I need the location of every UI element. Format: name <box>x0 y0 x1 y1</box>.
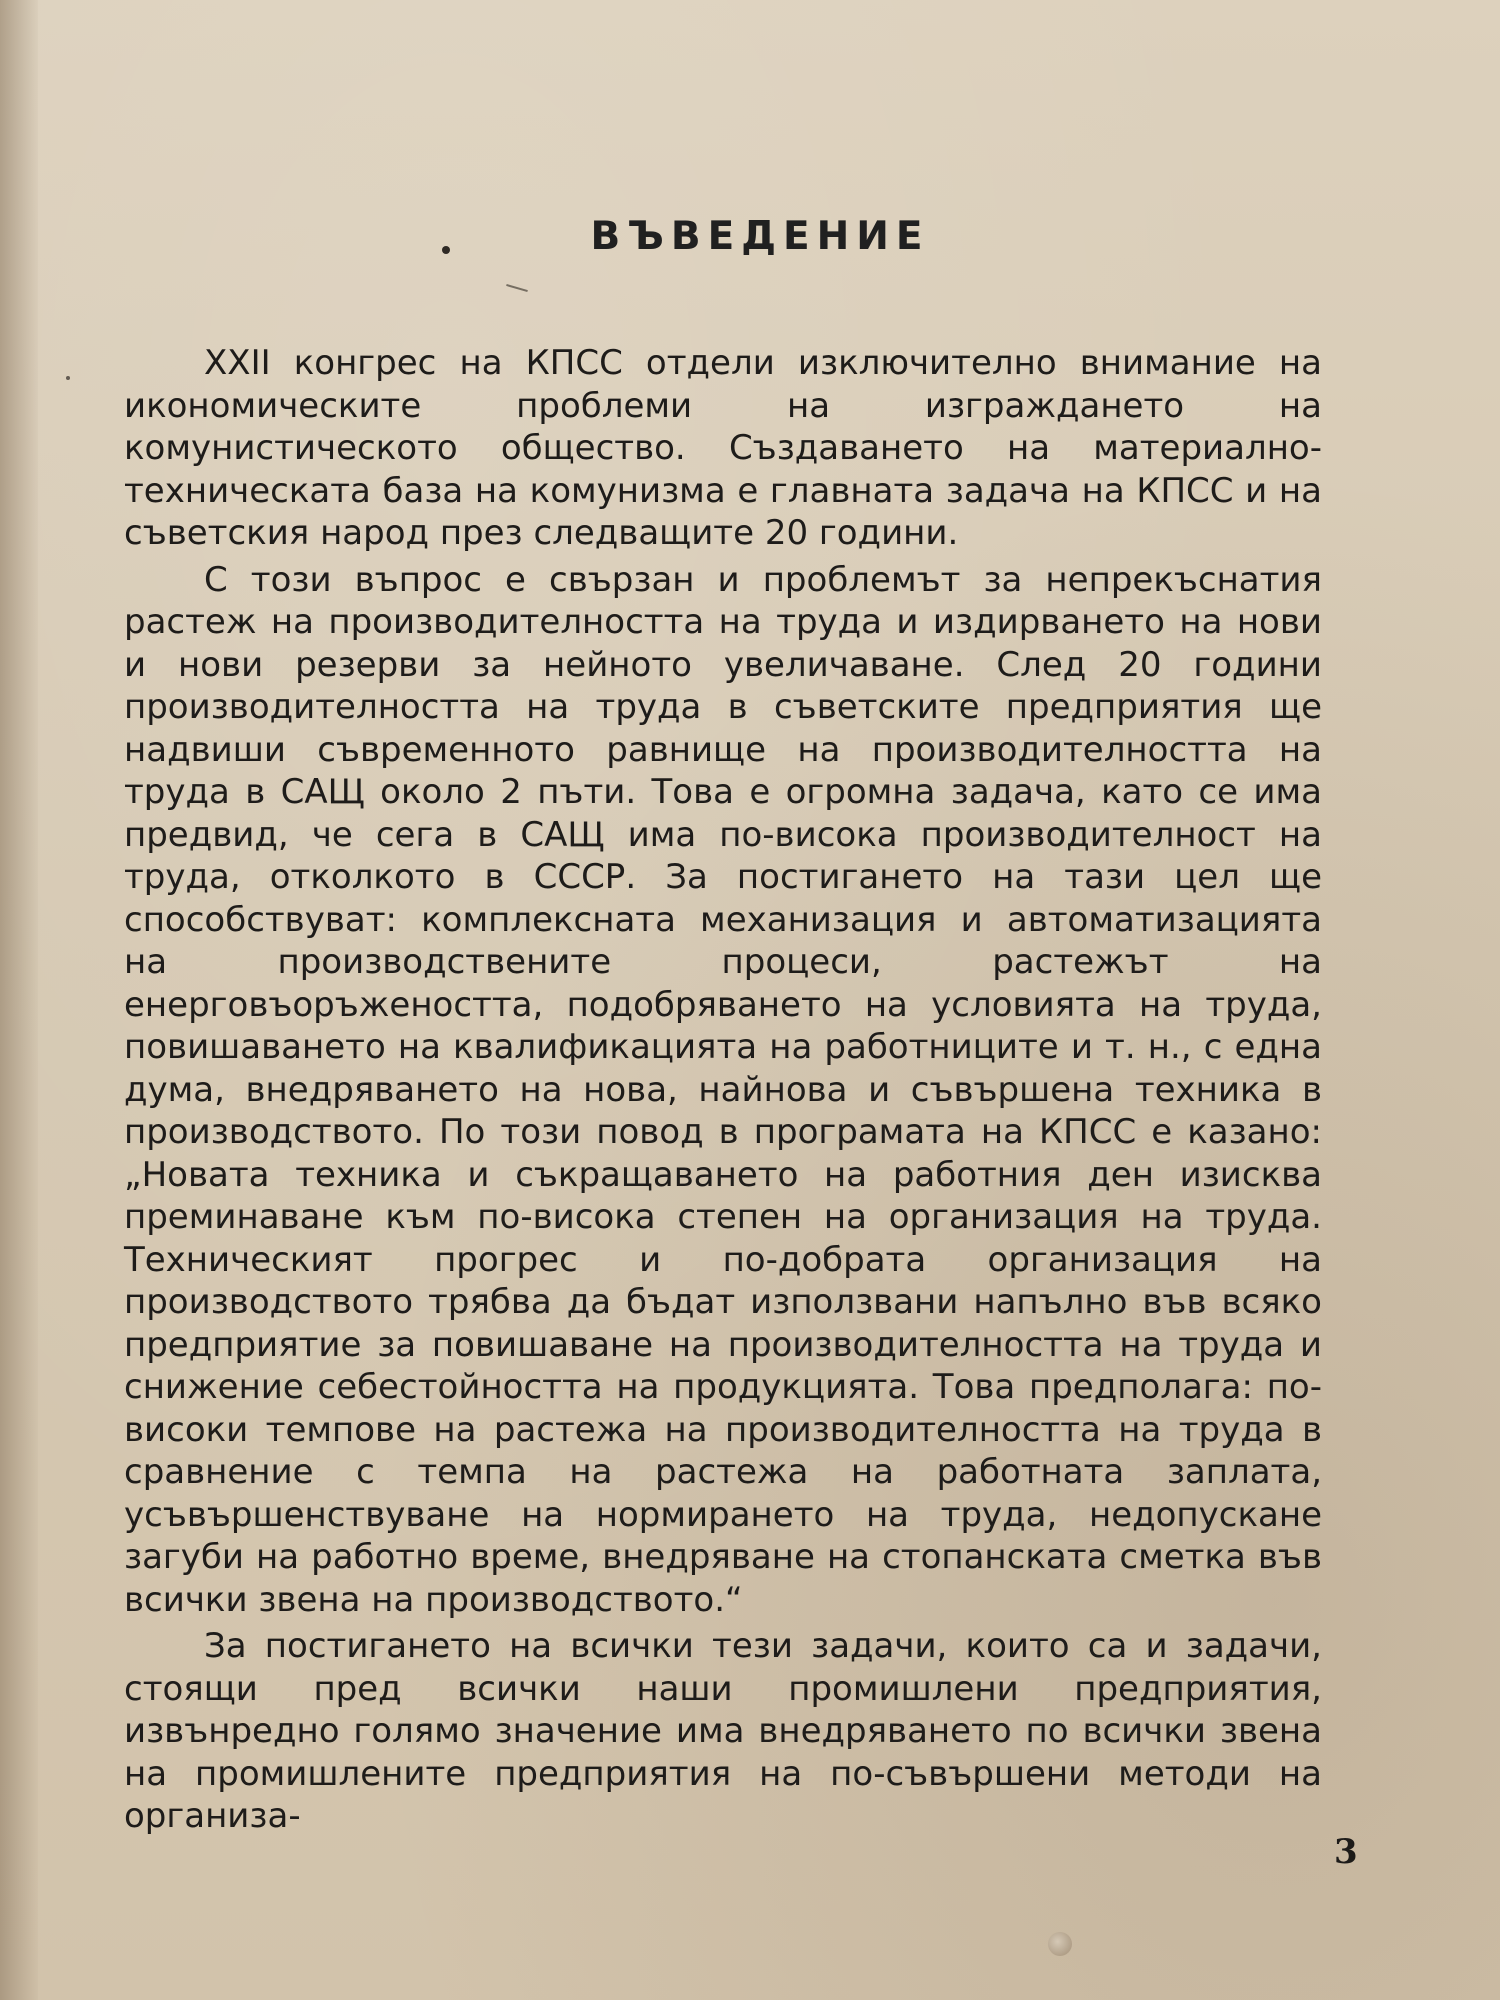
paragraph-organization: За постигането на всички тези задачи, които са и задачи, стоящи пред всички наши промишлени предприятия, извънредно голямо значение има внедряването по всички звена на промишлените предприятия на по-съвършени методи на организа- <box>124 1626 1322 1836</box>
page-number: 3 <box>1334 1832 1358 1872</box>
page-title: ВЪВЕДЕНИЕ <box>590 214 930 259</box>
body-text <box>124 342 1322 1842</box>
ink-speck <box>66 376 70 380</box>
paper-blemish <box>1048 1932 1072 1956</box>
ink-mark <box>506 284 528 292</box>
paragraph-intro: XXII конгрес на КПСС отдели изключително внимание на икономическите проблеми на изграждането на комунистическото общество. Създаването на материално-техническата база на комунизма е главната задача на КПСС и на съветския народ през следващите 20 години. <box>124 343 1322 553</box>
paragraph-productivity: С този въпрос е свързан и проблемът за непрекъснатия растеж на производителността на труда и издирването на нови и нови резерви за нейното увеличаване. След 20 години производителността на труда в съветските предприятия ще надвиши съвременното равнище на производителността на труда в САЩ около 2 пъти. Това е огромна задача, като се има предвид, че сега в САЩ има по-висока производителност на труда, отколкото в СССР. За постигането на тази цел ще способствуват: комплексната механизация и автоматизацията на производствените процеси, растежът на енерговъоръжеността, подобряването на условията на труда, повишаването на квалификацията на работниците и т. н., с една дума, внедряването на нова, найнова и съвършена техника в производството. По този повод в програмата на КПСС е казано: „Новата техника и съкращаването на работния ден изисква преминаване към по-висока степен на организация на труда. Техническият прогрес и по-добрата организация на производството трябва да бъдат използвани напълно във всяко предприятие за повишаване на производителността на труда и снижение себестойността на продукцията. Това предполага: по-високи темпове на растежа на производителността на труда в сравнение с темпа на растежа на работната заплата, усъвършенствуване на нормирането на труда, недопускане загуби на работно време, внедряване на стопанската сметка във всички звена на производството.“ <box>124 559 1322 1620</box>
page-gutter-shadow <box>0 0 38 2000</box>
